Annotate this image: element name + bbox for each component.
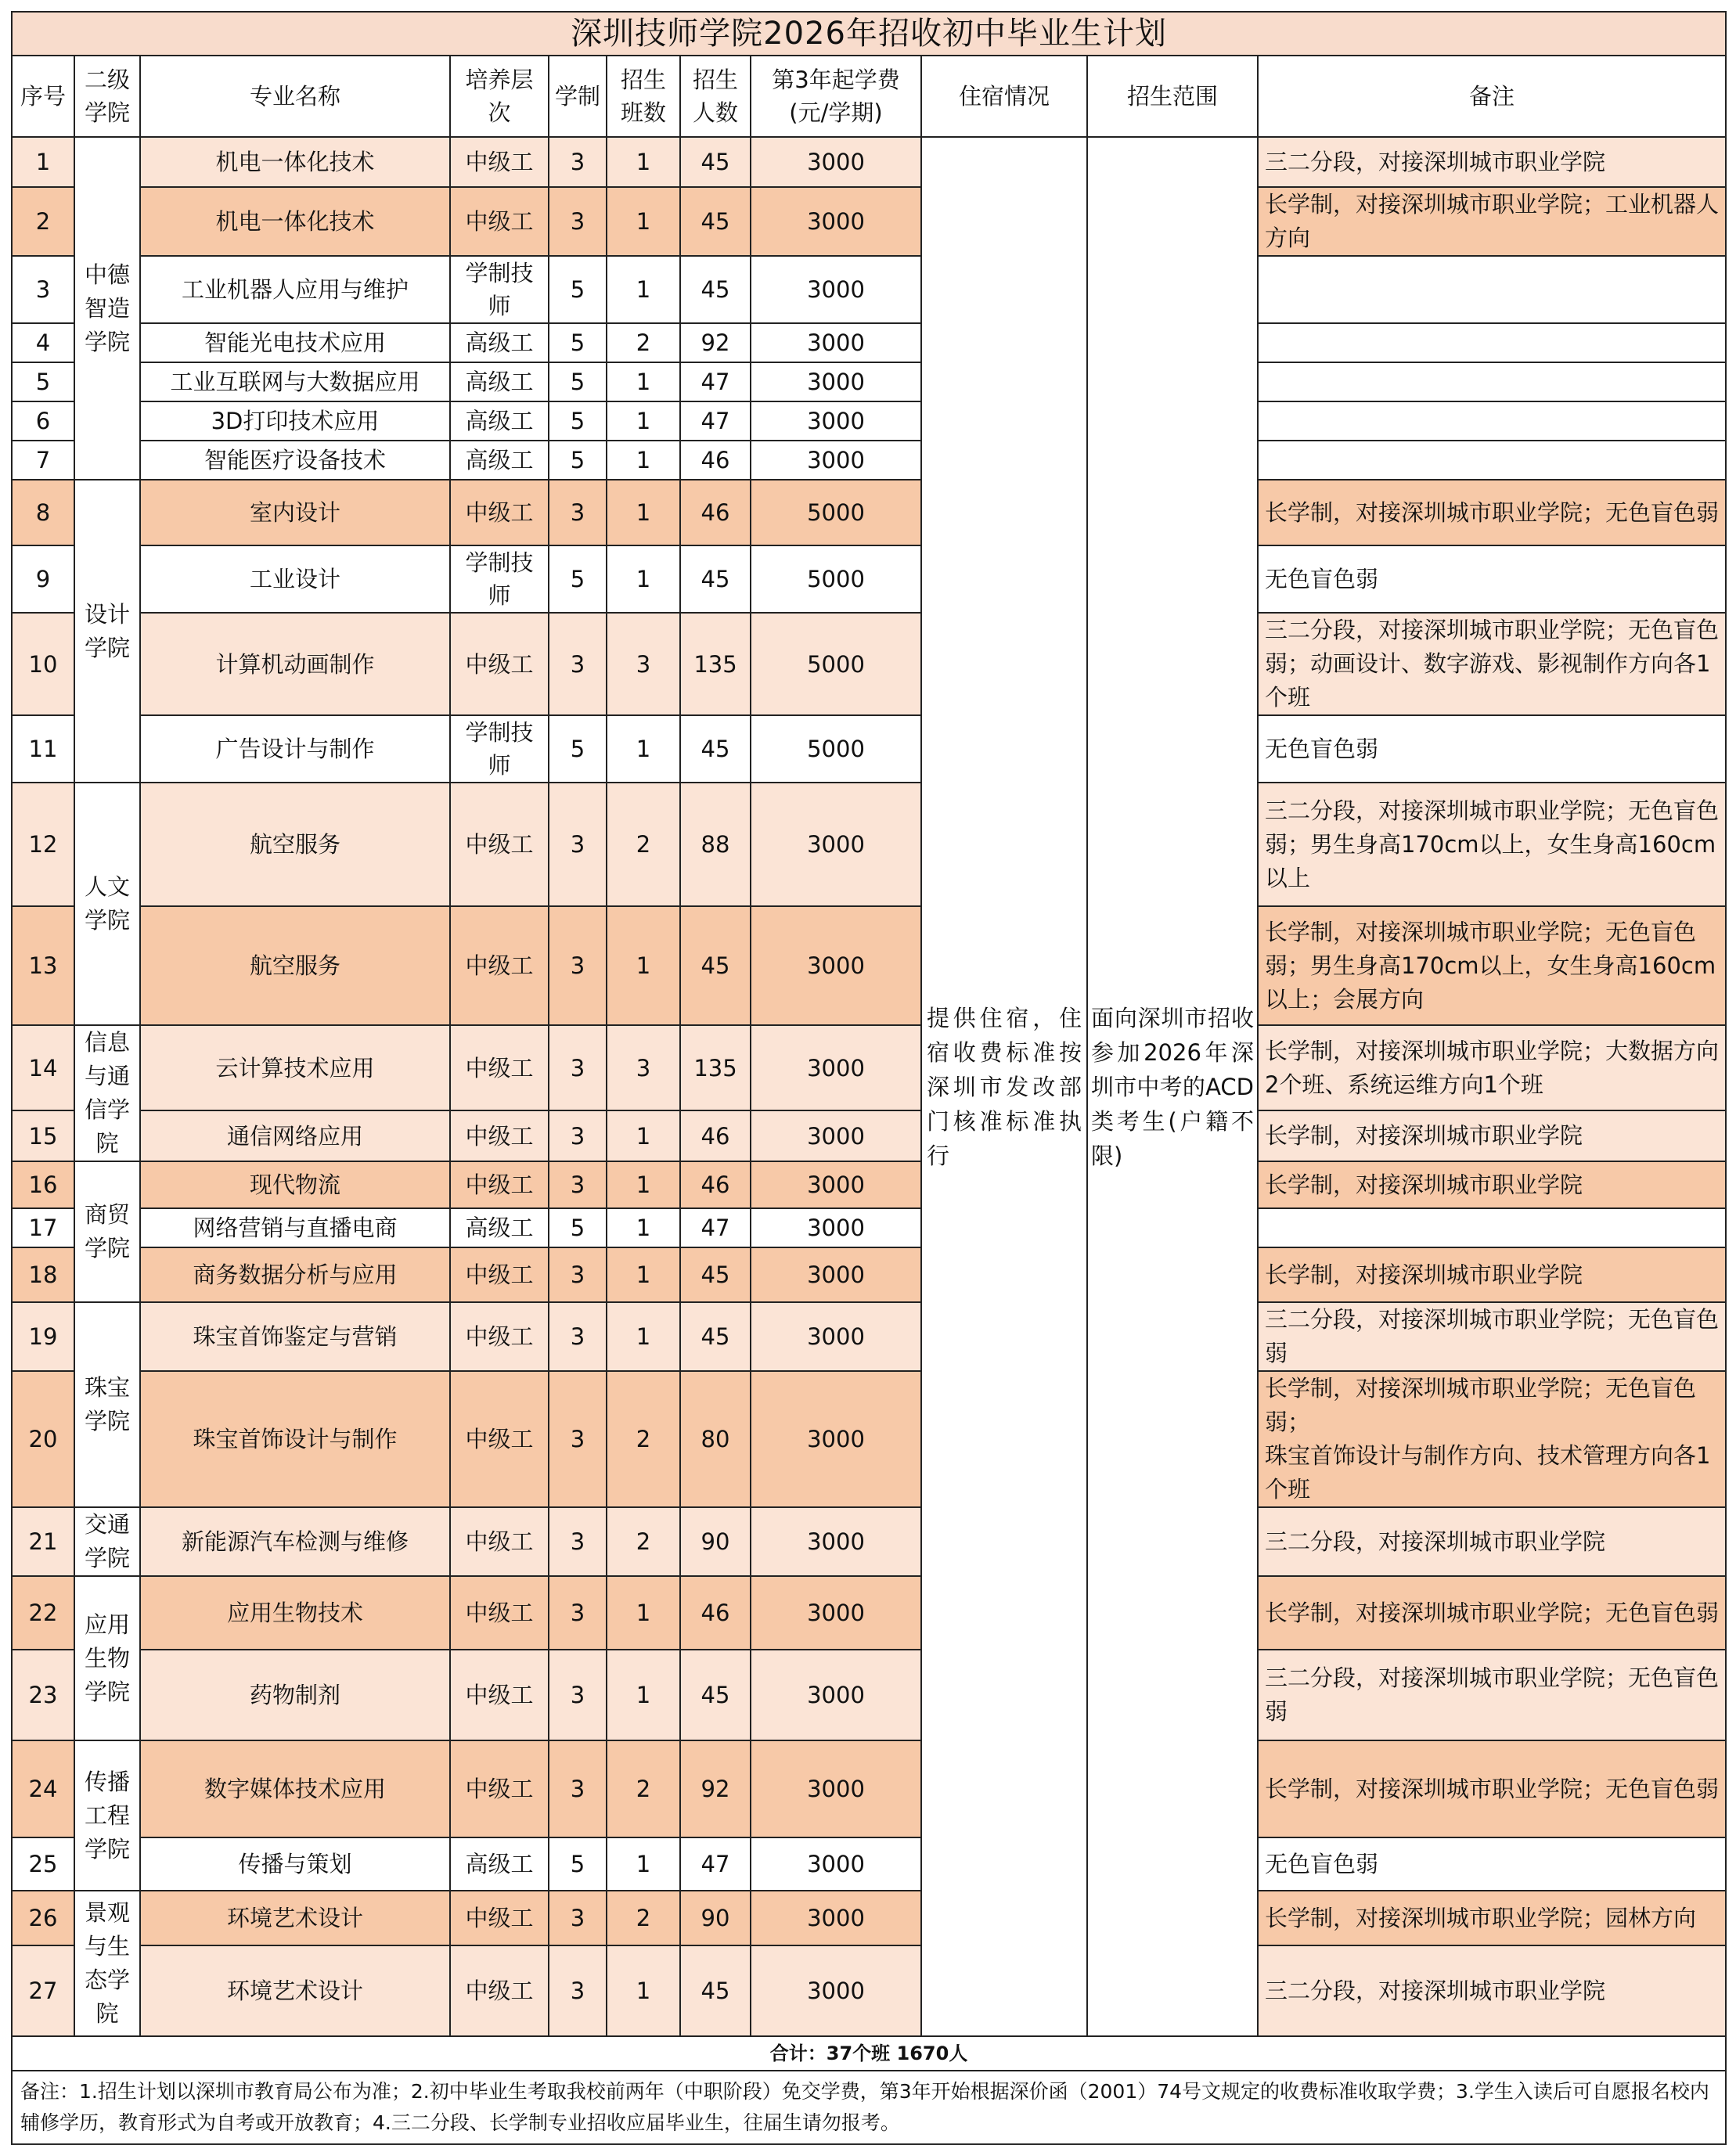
table-row [12, 1025, 1726, 1110]
training-level: 中级工 [450, 1247, 549, 1302]
student-count: 46 [680, 441, 751, 480]
student-count: 45 [680, 137, 751, 187]
student-count: 46 [680, 1576, 751, 1650]
row-no: 17 [12, 1208, 74, 1247]
header-dorm: 住宿情况 [921, 56, 1087, 137]
row-note: 无色盲色弱 [1258, 1837, 1726, 1891]
table-row [12, 441, 1726, 480]
table-row [12, 1945, 1726, 2036]
row-no: 2 [12, 187, 74, 256]
class-count: 1 [607, 256, 680, 323]
training-level: 中级工 [450, 187, 549, 256]
total-row: 合计：37个班 1670人 [12, 2036, 1726, 2071]
table-row [12, 323, 1726, 362]
table-row [12, 1650, 1726, 1740]
school-years: 5 [549, 1208, 607, 1247]
row-note: 长学制，对接深圳城市职业学院 [1258, 1247, 1726, 1302]
college-name: 人文学院 [74, 783, 140, 1025]
class-count: 1 [607, 1576, 680, 1650]
school-years: 3 [549, 187, 607, 256]
header-note: 备注 [1258, 56, 1726, 137]
row-note: 长学制，对接深圳城市职业学院；无色盲色弱； 珠宝首饰设计与制作方向、技术管理方向各1个班 [1258, 1371, 1726, 1507]
footnote: 备注：1.招生计划以深圳市教育局公布为准；2.初中毕业生考取我校前两年（中职阶段）免交学费，第3年开始根据深价函（2001）74号文规定的收费标准收取学费；3.学生入读后可自愿报名校内辅修学历，教育形式为自考或开放教育；4.三二分段、长学制专业招收应届毕业生，往届生请勿报考。 [12, 2071, 1726, 2144]
student-count: 92 [680, 1740, 751, 1837]
table-row [12, 1576, 1726, 1650]
training-level: 中级工 [450, 1371, 549, 1507]
table-row [12, 1110, 1726, 1161]
tuition-fee: 3000 [751, 1371, 921, 1507]
class-count: 1 [607, 1650, 680, 1740]
row-note: 长学制，对接深圳城市职业学院；无色盲色弱；男生身高170cm以上，女生身高160cm以上；会展方向 [1258, 906, 1726, 1025]
header-major: 专业名称 [140, 56, 450, 137]
school-years: 5 [549, 715, 607, 783]
training-level: 中级工 [450, 1507, 549, 1576]
school-years: 3 [549, 1650, 607, 1740]
student-count: 45 [680, 1650, 751, 1740]
college-name: 中德智造学院 [74, 137, 140, 480]
tuition-fee: 3000 [751, 323, 921, 362]
major-name: 传播与策划 [140, 1837, 450, 1891]
tuition-fee: 3000 [751, 441, 921, 480]
row-no: 8 [12, 480, 74, 545]
training-level: 中级工 [450, 1740, 549, 1837]
row-note: 三二分段，对接深圳城市职业学院；无色盲色弱 [1258, 1302, 1726, 1371]
school-years: 3 [549, 1945, 607, 2036]
row-note [1258, 256, 1726, 323]
row-no: 26 [12, 1891, 74, 1945]
row-no: 1 [12, 137, 74, 187]
tuition-fee: 3000 [751, 256, 921, 323]
class-count: 3 [607, 613, 680, 715]
major-name: 现代物流 [140, 1161, 450, 1208]
student-count: 135 [680, 613, 751, 715]
training-level: 高级工 [450, 362, 549, 401]
class-count: 1 [607, 187, 680, 256]
major-name: 机电一体化技术 [140, 137, 450, 187]
tuition-fee: 3000 [751, 1837, 921, 1891]
tuition-fee: 3000 [751, 362, 921, 401]
training-level: 学制技师 [450, 256, 549, 323]
row-note: 三二分段，对接深圳城市职业学院 [1258, 137, 1726, 187]
major-name: 3D打印技术应用 [140, 401, 450, 441]
training-level: 高级工 [450, 1208, 549, 1247]
training-level: 中级工 [450, 1650, 549, 1740]
class-count: 1 [607, 401, 680, 441]
training-level: 学制技师 [450, 715, 549, 783]
row-note [1258, 401, 1726, 441]
training-level: 高级工 [450, 323, 549, 362]
student-count: 47 [680, 1837, 751, 1891]
row-no: 14 [12, 1025, 74, 1110]
college-name: 景观与生态学院 [74, 1891, 140, 2036]
table-row [12, 783, 1726, 906]
student-count: 45 [680, 1302, 751, 1371]
row-note: 长学制，对接深圳城市职业学院；无色盲色弱 [1258, 1740, 1726, 1837]
training-level: 中级工 [450, 906, 549, 1025]
row-note: 三二分段，对接深圳城市职业学院 [1258, 1507, 1726, 1576]
table-row [12, 1740, 1726, 1837]
row-note: 三二分段，对接深圳城市职业学院 [1258, 1945, 1726, 2036]
tuition-fee: 3000 [751, 1740, 921, 1837]
school-years: 3 [549, 1025, 607, 1110]
major-name: 航空服务 [140, 906, 450, 1025]
class-count: 1 [607, 1208, 680, 1247]
training-level: 中级工 [450, 1161, 549, 1208]
class-count: 2 [607, 1371, 680, 1507]
training-level: 中级工 [450, 613, 549, 715]
row-note: 长学制，对接深圳城市职业学院；大数据方向2个班、系统运维方向1个班 [1258, 1025, 1726, 1110]
school-years: 3 [549, 1507, 607, 1576]
major-name: 新能源汽车检测与维修 [140, 1507, 450, 1576]
row-no: 25 [12, 1837, 74, 1891]
college-name: 商贸学院 [74, 1161, 140, 1302]
college-name: 珠宝学院 [74, 1302, 140, 1507]
row-no: 19 [12, 1302, 74, 1371]
major-name: 应用生物技术 [140, 1576, 450, 1650]
major-name: 通信网络应用 [140, 1110, 450, 1161]
training-level: 高级工 [450, 1837, 549, 1891]
row-note: 长学制，对接深圳城市职业学院 [1258, 1161, 1726, 1208]
table-row [12, 1891, 1726, 1945]
major-name: 工业互联网与大数据应用 [140, 362, 450, 401]
tuition-fee: 3000 [751, 1208, 921, 1247]
class-count: 1 [607, 441, 680, 480]
major-name: 智能医疗设备技术 [140, 441, 450, 480]
training-level: 中级工 [450, 1302, 549, 1371]
tuition-fee: 3000 [751, 1025, 921, 1110]
row-note: 三二分段，对接深圳城市职业学院；无色盲色弱；男生身高170cm以上，女生身高160cm以上 [1258, 783, 1726, 906]
major-name: 工业机器人应用与维护 [140, 256, 450, 323]
table-row [12, 613, 1726, 715]
school-years: 5 [549, 323, 607, 362]
major-name: 智能光电技术应用 [140, 323, 450, 362]
student-count: 45 [680, 1247, 751, 1302]
tuition-fee: 3000 [751, 1576, 921, 1650]
class-count: 1 [607, 545, 680, 613]
row-no: 27 [12, 1945, 74, 2036]
major-name: 珠宝首饰设计与制作 [140, 1371, 450, 1507]
class-count: 2 [607, 1740, 680, 1837]
training-level: 高级工 [450, 441, 549, 480]
row-no: 10 [12, 613, 74, 715]
school-years: 3 [549, 1891, 607, 1945]
major-name: 室内设计 [140, 480, 450, 545]
school-years: 5 [549, 401, 607, 441]
major-name: 云计算技术应用 [140, 1025, 450, 1110]
row-no: 9 [12, 545, 74, 613]
school-years: 3 [549, 1576, 607, 1650]
table-body [12, 137, 1726, 2036]
student-count: 88 [680, 783, 751, 906]
major-name: 航空服务 [140, 783, 450, 906]
major-name: 药物制剂 [140, 1650, 450, 1740]
class-count: 1 [607, 906, 680, 1025]
school-years: 3 [549, 1161, 607, 1208]
row-no: 21 [12, 1507, 74, 1576]
tuition-fee: 5000 [751, 480, 921, 545]
class-count: 1 [607, 480, 680, 545]
training-level: 中级工 [450, 1576, 549, 1650]
student-count: 90 [680, 1507, 751, 1576]
header-scope: 招生范围 [1087, 56, 1258, 137]
table-row [12, 401, 1726, 441]
table-row [12, 906, 1726, 1025]
tuition-fee: 3000 [751, 1507, 921, 1576]
student-count: 46 [680, 1161, 751, 1208]
tuition-fee: 3000 [751, 783, 921, 906]
class-count: 1 [607, 362, 680, 401]
page-title: 深圳技师学院2026年招收初中毕业生计划 [12, 12, 1726, 56]
school-years: 5 [549, 1837, 607, 1891]
row-no: 5 [12, 362, 74, 401]
header-no: 序号 [12, 56, 74, 137]
student-count: 47 [680, 1208, 751, 1247]
school-years: 5 [549, 441, 607, 480]
row-no: 18 [12, 1247, 74, 1302]
header-classes: 招生班数 [607, 56, 680, 137]
training-level: 中级工 [450, 1945, 549, 2036]
school-years: 5 [549, 362, 607, 401]
row-note [1258, 362, 1726, 401]
row-note: 三二分段，对接深圳城市职业学院；无色盲色弱 [1258, 1650, 1726, 1740]
training-level: 中级工 [450, 480, 549, 545]
tuition-fee: 3000 [751, 1302, 921, 1371]
major-name: 计算机动画制作 [140, 613, 450, 715]
training-level: 中级工 [450, 137, 549, 187]
student-count: 45 [680, 187, 751, 256]
student-count: 45 [680, 1945, 751, 2036]
row-no: 13 [12, 906, 74, 1025]
row-no: 11 [12, 715, 74, 783]
table-row [12, 137, 1726, 187]
row-note: 无色盲色弱 [1258, 715, 1726, 783]
student-count: 45 [680, 545, 751, 613]
student-count: 135 [680, 1025, 751, 1110]
major-name: 网络营销与直播电商 [140, 1208, 450, 1247]
header-years: 学制 [549, 56, 607, 137]
major-name: 工业设计 [140, 545, 450, 613]
row-no: 7 [12, 441, 74, 480]
training-level: 中级工 [450, 783, 549, 906]
major-name: 环境艺术设计 [140, 1945, 450, 2036]
row-no: 3 [12, 256, 74, 323]
enrollment-scope: 面向深圳市招收参加2026年深圳市中考的ACD类考生(户籍不限) [1087, 137, 1258, 2036]
major-name: 数字媒体技术应用 [140, 1740, 450, 1837]
school-years: 3 [549, 1110, 607, 1161]
class-count: 2 [607, 1891, 680, 1945]
row-note: 长学制，对接深圳城市职业学院；无色盲色弱 [1258, 1576, 1726, 1650]
student-count: 45 [680, 256, 751, 323]
tuition-fee: 5000 [751, 545, 921, 613]
tuition-fee: 3000 [751, 1110, 921, 1161]
training-level: 学制技师 [450, 545, 549, 613]
row-no: 6 [12, 401, 74, 441]
training-level: 高级工 [450, 401, 549, 441]
student-count: 80 [680, 1371, 751, 1507]
school-years: 3 [549, 613, 607, 715]
row-no: 4 [12, 323, 74, 362]
row-note [1258, 323, 1726, 362]
tuition-fee: 3000 [751, 1161, 921, 1208]
class-count: 1 [607, 1302, 680, 1371]
tuition-fee: 3000 [751, 401, 921, 441]
training-level: 中级工 [450, 1110, 549, 1161]
tuition-fee: 5000 [751, 715, 921, 783]
class-count: 3 [607, 1025, 680, 1110]
tuition-fee: 3000 [751, 1945, 921, 2036]
enrollment-sheet [11, 11, 1725, 2145]
class-count: 1 [607, 1110, 680, 1161]
table-row [12, 1837, 1726, 1891]
class-count: 1 [607, 1161, 680, 1208]
college-name: 传播工程学院 [74, 1740, 140, 1891]
student-count: 45 [680, 715, 751, 783]
student-count: 46 [680, 480, 751, 545]
table-row [12, 545, 1726, 613]
school-years: 3 [549, 1302, 607, 1371]
school-years: 3 [549, 137, 607, 187]
school-years: 5 [549, 256, 607, 323]
student-count: 47 [680, 401, 751, 441]
school-years: 3 [549, 783, 607, 906]
table-row [12, 1302, 1726, 1371]
college-name: 应用生物学院 [74, 1576, 140, 1740]
student-count: 90 [680, 1891, 751, 1945]
table-row [12, 480, 1726, 545]
row-note: 长学制，对接深圳城市职业学院；工业机器人方向 [1258, 187, 1726, 256]
class-count: 2 [607, 783, 680, 906]
college-name: 交通学院 [74, 1507, 140, 1576]
student-count: 46 [680, 1110, 751, 1161]
table-row [12, 1371, 1726, 1507]
table-row [12, 715, 1726, 783]
tuition-fee: 3000 [751, 906, 921, 1025]
major-name: 机电一体化技术 [140, 187, 450, 256]
class-count: 1 [607, 715, 680, 783]
major-name: 珠宝首饰鉴定与营销 [140, 1302, 450, 1371]
table-row [12, 1247, 1726, 1302]
class-count: 1 [607, 1837, 680, 1891]
table-row [12, 256, 1726, 323]
class-count: 1 [607, 1945, 680, 2036]
row-note: 无色盲色弱 [1258, 545, 1726, 613]
school-years: 3 [549, 1371, 607, 1507]
school-years: 3 [549, 480, 607, 545]
enrollment-table [11, 11, 1727, 2145]
major-name: 环境艺术设计 [140, 1891, 450, 1945]
school-years: 5 [549, 545, 607, 613]
row-note [1258, 441, 1726, 480]
header-fee: 第3年起学费(元/学期) [751, 56, 921, 137]
class-count: 1 [607, 137, 680, 187]
class-count: 2 [607, 323, 680, 362]
row-note: 长学制，对接深圳城市职业学院；园林方向 [1258, 1891, 1726, 1945]
row-no: 23 [12, 1650, 74, 1740]
header-level: 培养层次 [450, 56, 549, 137]
tuition-fee: 3000 [751, 1650, 921, 1740]
table-row [12, 1161, 1726, 1208]
row-note: 三二分段，对接深圳城市职业学院；无色盲色弱；动画设计、数字游戏、影视制作方向各1个班 [1258, 613, 1726, 715]
tuition-fee: 5000 [751, 613, 921, 715]
student-count: 47 [680, 362, 751, 401]
row-no: 15 [12, 1110, 74, 1161]
school-years: 3 [549, 1247, 607, 1302]
row-note: 长学制，对接深圳城市职业学院 [1258, 1110, 1726, 1161]
table-row [12, 187, 1726, 256]
row-no: 12 [12, 783, 74, 906]
training-level: 中级工 [450, 1025, 549, 1110]
student-count: 92 [680, 323, 751, 362]
training-level: 中级工 [450, 1891, 549, 1945]
table-row [12, 1507, 1726, 1576]
tuition-fee: 3000 [751, 1891, 921, 1945]
header-college: 二级学院 [74, 56, 140, 137]
major-name: 商务数据分析与应用 [140, 1247, 450, 1302]
college-name: 信息与通信学院 [74, 1025, 140, 1161]
college-name: 设计学院 [74, 480, 140, 783]
row-no: 22 [12, 1576, 74, 1650]
tuition-fee: 3000 [751, 187, 921, 256]
class-count: 1 [607, 1247, 680, 1302]
row-no: 20 [12, 1371, 74, 1507]
tuition-fee: 3000 [751, 137, 921, 187]
table-row [12, 362, 1726, 401]
dorm-info: 提供住宿，住宿收费标准按深圳市发改部门核准标准执行 [921, 137, 1087, 2036]
class-count: 2 [607, 1507, 680, 1576]
tuition-fee: 3000 [751, 1247, 921, 1302]
school-years: 3 [549, 1740, 607, 1837]
row-no: 16 [12, 1161, 74, 1208]
row-note: 长学制，对接深圳城市职业学院；无色盲色弱 [1258, 480, 1726, 545]
header-students: 招生人数 [680, 56, 751, 137]
student-count: 45 [680, 906, 751, 1025]
major-name: 广告设计与制作 [140, 715, 450, 783]
row-no: 24 [12, 1740, 74, 1837]
table-row [12, 1208, 1726, 1247]
row-note [1258, 1208, 1726, 1247]
school-years: 3 [549, 906, 607, 1025]
